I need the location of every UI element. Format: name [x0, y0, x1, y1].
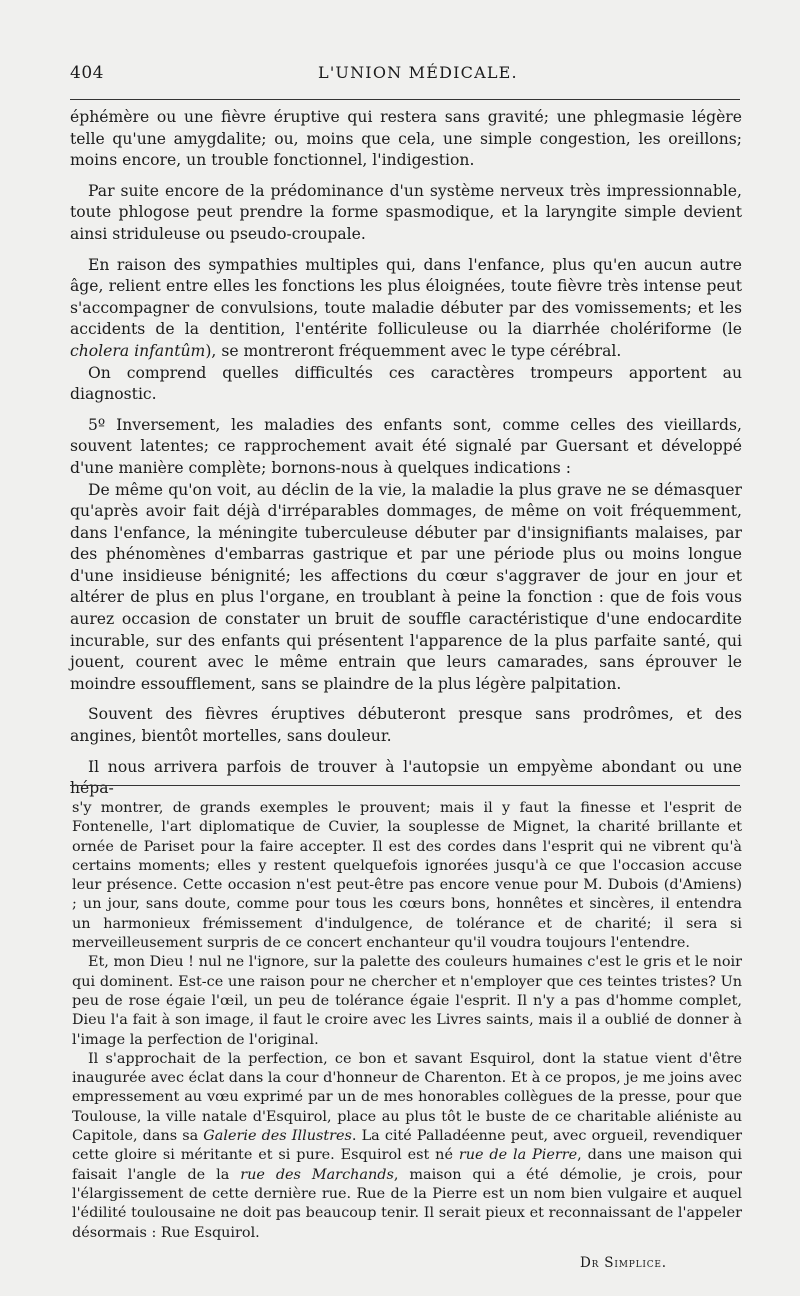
- paragraph: On comprend quelles difficultés ces caractères trompeurs apportent au diagnostic.: [70, 363, 742, 404]
- feuilleton-rule: [70, 785, 740, 786]
- text-run: ), se montreront fréquemment avec le type cérébral.: [205, 341, 622, 360]
- italic-street: rue de la Pierre: [458, 1147, 578, 1164]
- text-run: , dans une maison qui faisait l'angle de la: [72, 1147, 743, 1183]
- paragraph: Par suite encore de la prédominance d'un système nerveux très impressionnable, toute phlogose peut prendre la forme spasmodique, et la laryngite simple devient ainsi striduleuse ou pseudo-croupale.: [70, 181, 742, 243]
- paragraph: [70, 255, 742, 363]
- italic-street: rue des Marchands: [240, 1166, 394, 1183]
- main-text: [70, 107, 742, 798]
- paragraph: 5º Inversement, les maladies des enfants sont, comme celles des vieillards, souvent latentes; ce rapprochement avait été signalé par Guersant et développé d'une manière complète; bornons-nous à quelques indications :: [70, 415, 742, 477]
- paragraph: Il nous arrivera parfois de trouver à l'autopsie un empyème abondant ou une hépa-: [70, 757, 742, 798]
- running-header: [70, 63, 740, 85]
- text-run: . La cité Palladéenne peut, avec orgueil, revendiquer cette gloire si méritante et si pure. Esquirol est né: [72, 1128, 742, 1164]
- paragraph: éphémère ou une fièvre éruptive qui restera sans gravité; une phlegmasie légère telle qu'une amygdalite; ou, moins que cela, une simple congestion, les oreillons; moins encore, un trouble fonctionnel, l'indigestion.: [70, 108, 742, 170]
- text-run: Il s'approchait de la perfection, ce bon et savant Esquirol, dont la statue vient d'être inaugurée avec éclat dans la cour d'honneur de Charenton. Et à ce propos, je me joins avec empressement au vœu exprimé par un de mes honorables collègues de la presse, pour que Toulouse, la ville natale d'Esquirol, place au plus tôt le buste de ce charitable aliéniste au Capitole, dans sa: [72, 1050, 742, 1145]
- text-run: , maison qui a été démolie, je crois, pour l'élargissement de cette dernière rue. Rue de la Pierre est un nom bien vulgaire et auquel l'édilité toulousaine ne doit pas beaucoup tenir. Il serait pieux et reconnaissant de l'appeler désormais : Rue Esquirol.: [72, 1166, 742, 1241]
- page-number: 404: [70, 63, 104, 83]
- header-rule: [70, 99, 740, 100]
- text-run: En raison des sympathies multiples qui, dans l'enfance, plus qu'en aucun autre âge, relient entre elles les fonctions les plus éloignées, toute fièvre très intense peut s'accompagner de convulsions, toute maladie débuter par des vomissements; et les accidents de la dentition, l'entérite folliculeuse ou la diarrhée cholériforme (le: [70, 255, 742, 339]
- italic-term: cholera infantûm: [70, 341, 206, 360]
- journal-title: L'UNION MÉDICALE.: [318, 63, 518, 82]
- author-signature: Dr Simplice.: [580, 1255, 667, 1271]
- italic-title: Galerie des Illustres: [203, 1128, 352, 1145]
- paragraph: [72, 1050, 742, 1243]
- paragraph: De même qu'on voit, au déclin de la vie, la maladie la plus grave ne se démasquer qu'après avoir fait déjà d'irréparables dommages, de même on voit fréquemment, dans l'enfance, la méningite tuberculeuse débuter par d'insignifiants malaises, par des phénomènes d'embarras gastrique et par une période plus ou moins longue d'une insidieuse bénignité; les affections du cœur s'aggraver de jour en jour et altérer de plus en plus l'organe, en troublant à peine la fonction : que de fois vous aurez occasion de constater un bruit de souffle caractéristique d'une endocardite incurable, sur des enfants qui présentent l'apparence de la plus parfaite santé, qui jouent, courent avec le même entrain que leurs camarades, sans éprouver le moindre essoufflement, sans se plaindre de la plus légère palpitation.: [70, 480, 742, 693]
- paragraph: Souvent des fièvres éruptives débuteront presque sans prodrômes, et des angines, bientôt mortelles, sans douleur.: [70, 705, 742, 746]
- paragraph: s'y montrer, de grands exemples le prouvent; mais il y faut la finesse et l'esprit de Fontenelle, l'art diplomatique de Cuvier, la souplesse de Mignet, la charité brillante et ornée de Pariset pour la faire accepter. Il est des cordes dans l'esprit qui ne vibrent qu'à certains moments; elles y restent quelquefois ignorées jusqu'à ce que l'occasion accuse leur présence. Cette occasion n'est peut-être pas encore venue pour M. Dubois (d'Amiens) ; un jour, sans doute, comme pour tous les cœurs bons, honnêtes et sincères, il entendra un harmonieux frémissement d'indulgence, de tolérance et de charité; il sera si merveilleusement surpris de ce concert enchanteur qu'il voudra toujours l'entendre.: [72, 800, 742, 952]
- feuilleton-text: [72, 799, 742, 1243]
- paragraph: Et, mon Dieu ! nul ne l'ignore, sur la palette des couleurs humaines c'est le gris et le noir qui dominent. Est-ce une raison pour ne chercher et n'employer que ces teintes tristes? Un peu de rose égaie l'œil, un peu de tolérance égaie l'esprit. Il n'y a pas d'homme complet, Dieu l'a fait à son image, il faut le croire avec les Livres saints, mais il a oublié de donner à l'image la perfection de l'original.: [72, 954, 742, 1048]
